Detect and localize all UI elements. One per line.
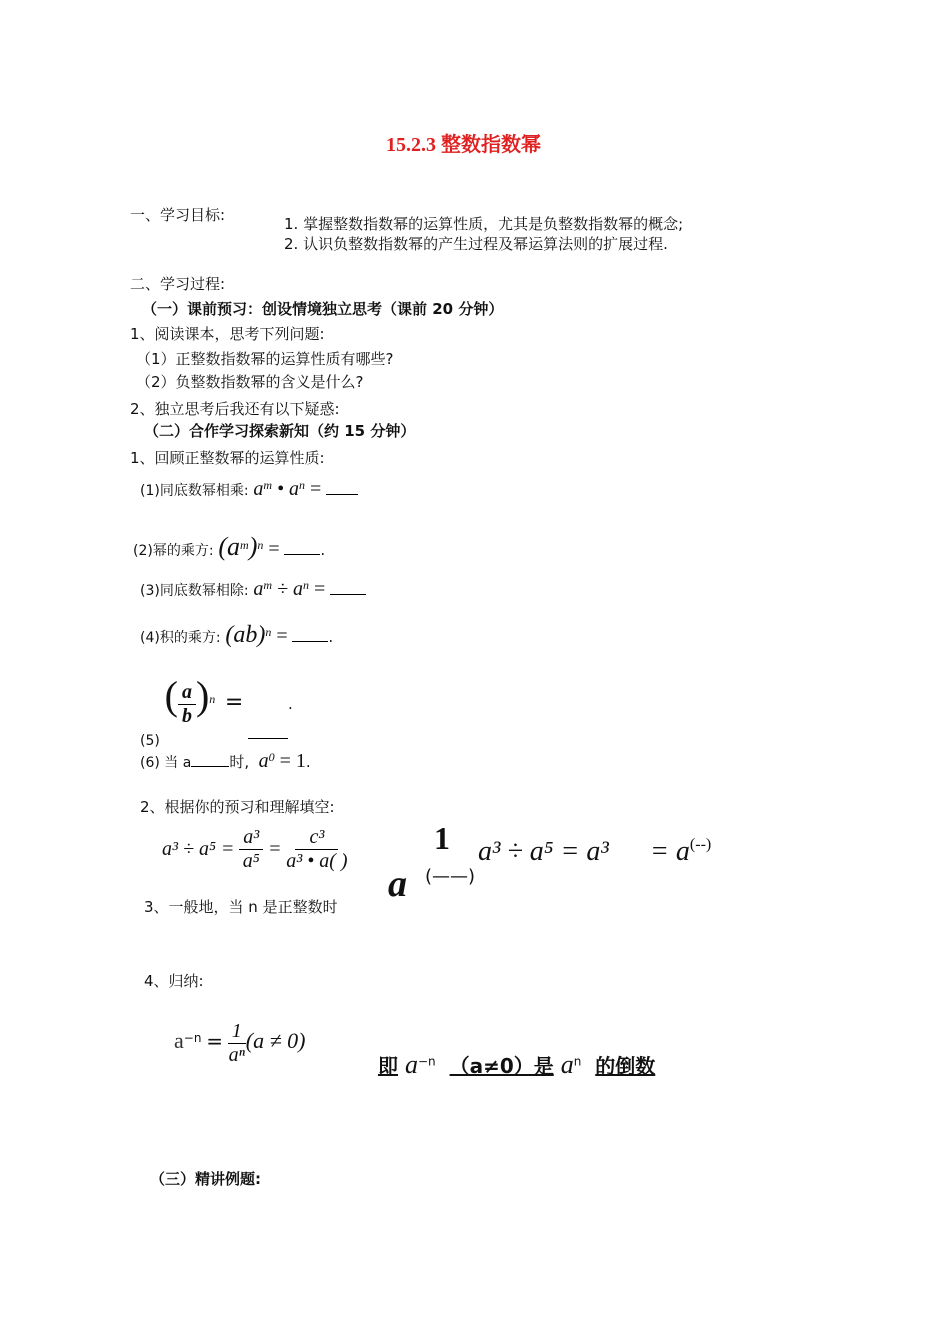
rule-2: (2)幂的乘方: $(a^m)^n$ = . xyxy=(133,532,326,561)
exercise-equation: a³ ÷ a⁵ = $\frac{\text{a³}}{\text{a⁵}}$ = $\frac{\text{c³}}{\text{a³ • a( )}}$ xyxy=(162,826,348,872)
rule-6: (6) 当 a 时, $a^0 = 1$. xyxy=(140,750,311,772)
reciprocal-statement: 即 $a^{-n}$ （a≠0）是 $a^n$ 的倒数 xyxy=(378,1050,656,1079)
general-case: 3、一般地，当 n 是正整数时 xyxy=(144,898,338,916)
fill-heading: 2、根据你的预习和理解填空: xyxy=(140,798,335,816)
goal-item: 1. 掌握整数指数幂的运算性质，尤其是负整数指数幂的概念; xyxy=(284,215,684,233)
summary-heading: 4、归纳: xyxy=(144,972,204,990)
section1-heading: 一、学习目标: xyxy=(130,206,226,224)
section2-heading: 二、学习过程: xyxy=(130,275,226,293)
right-equation: a³ ÷ a⁵ = a³ xyxy=(478,836,609,867)
rule-1: (1)同底数幂相乘: $a^m$ • $a^n$ = xyxy=(140,478,358,501)
big-exponent: (——) xyxy=(425,866,476,887)
page-title: 15.2.3 整数指数幂 xyxy=(386,134,541,156)
rule-3: (3)同底数幂相除: $a^m \div a^n$ = xyxy=(140,578,366,601)
part3-heading: （三）精讲例题: xyxy=(150,1170,261,1188)
question: 1、阅读课本，思考下列问题: xyxy=(130,325,325,343)
rule-5: (5) ( $\frac{a}{b}$ )$^n$ = . xyxy=(140,673,293,749)
rule-4: (4)积的乘方: (ab)$^n$ = . xyxy=(140,622,334,648)
question: 2、独立思考后我还有以下疑惑: xyxy=(130,400,340,418)
big-base: a xyxy=(388,863,407,905)
goal-item: 2. 认识负整数指数幂的产生过程及幂运算法则的扩展过程. xyxy=(284,235,668,253)
review-heading: 1、回顾正整数幂的运算性质: xyxy=(130,449,325,467)
part1-heading: （一）课前预习：创设情境独立思考（课前 20 分钟） xyxy=(142,300,504,318)
question: （1）正整数指数幂的运算性质有哪些? xyxy=(136,350,394,368)
end-equation: = a(--) xyxy=(650,836,712,867)
question: （2）负整数指数幂的含义是什么? xyxy=(136,373,364,391)
big-fraction: 1 xyxy=(434,820,450,856)
part2-heading: （二）合作学习探索新知（约 15 分钟） xyxy=(144,422,416,440)
definition-formula: $a^{-n}$ = $\frac{1}{\text{aⁿ}}$ (a ≠ 0) xyxy=(174,1020,306,1066)
